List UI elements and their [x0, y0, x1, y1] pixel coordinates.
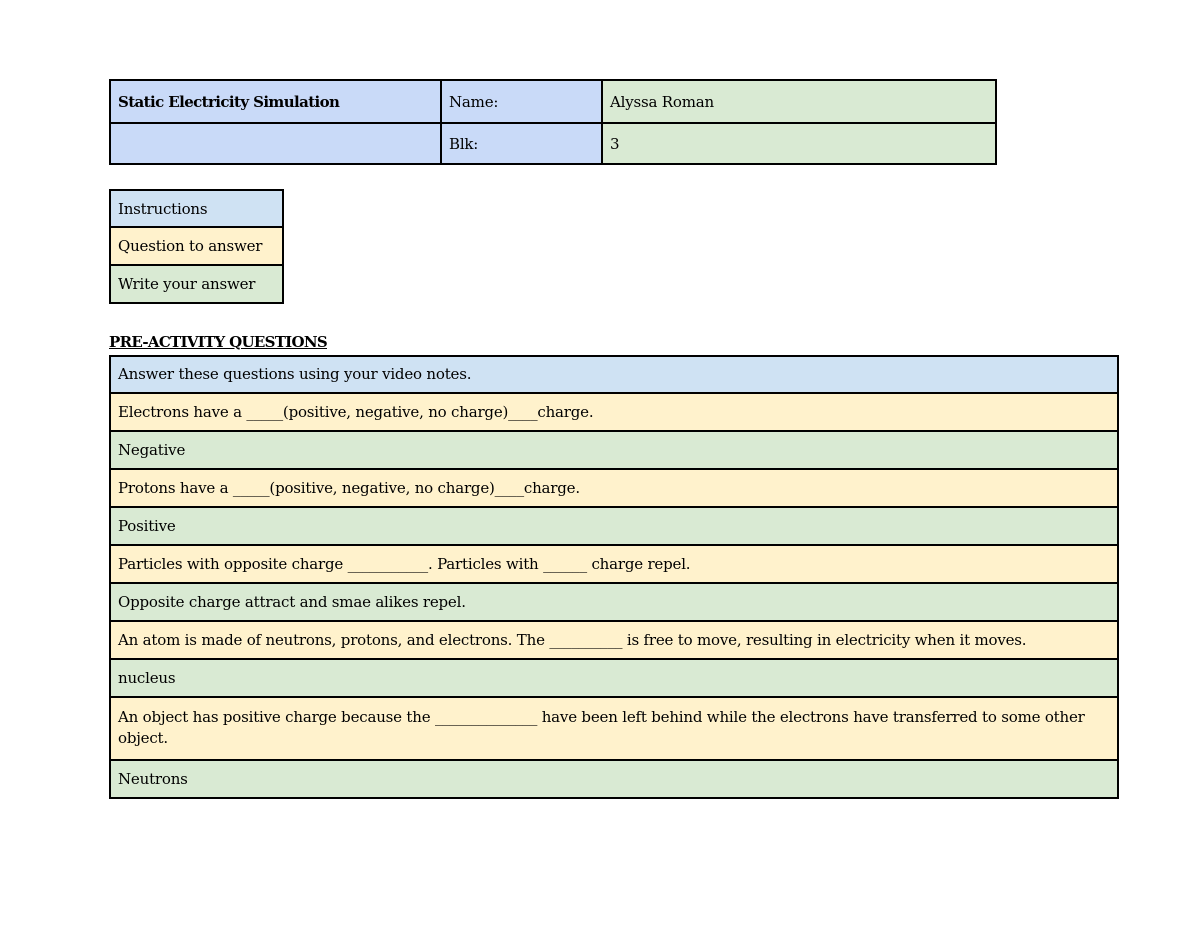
answer-row[interactable]: nucleus	[109, 660, 1119, 698]
pre-activity-table	[109, 355, 1119, 799]
section-heading: PRE-ACTIVITY QUESTIONS	[109, 333, 327, 351]
question-row: Particles with opposite charge ___________. Particles with ______ charge repel.	[109, 546, 1119, 584]
answer-row[interactable]: Negative	[109, 432, 1119, 470]
empty-header-cell	[109, 122, 440, 165]
question-row: An object has positive charge because the ______________ have been left behind while the electrons have transferred to some other object.	[109, 698, 1119, 761]
name-field[interactable]: Alyssa Roman	[601, 79, 997, 122]
answer-row[interactable]: Opposite charge attract and smae alikes repel.	[109, 584, 1119, 622]
legend-question: Question to answer	[109, 228, 284, 266]
question-row: Protons have a _____(positive, negative, no charge)____charge.	[109, 470, 1119, 508]
worksheet-title: Static Electricity Simulation	[109, 79, 440, 122]
answer-row[interactable]: Neutrons	[109, 761, 1119, 799]
blk-label: Blk:	[440, 122, 601, 165]
name-label: Name:	[440, 79, 601, 122]
header-table	[109, 79, 997, 165]
color-legend	[109, 189, 284, 304]
question-row: An atom is made of neutrons, protons, and electrons. The __________ is free to move, resulting in electricity when it moves.	[109, 622, 1119, 660]
legend-instructions: Instructions	[109, 189, 284, 228]
answer-row[interactable]: Positive	[109, 508, 1119, 546]
blk-field[interactable]: 3	[601, 122, 997, 165]
legend-answer: Write your answer	[109, 266, 284, 304]
question-row: Electrons have a _____(positive, negative, no charge)____charge.	[109, 394, 1119, 432]
instructions-row: Answer these questions using your video notes.	[109, 355, 1119, 394]
